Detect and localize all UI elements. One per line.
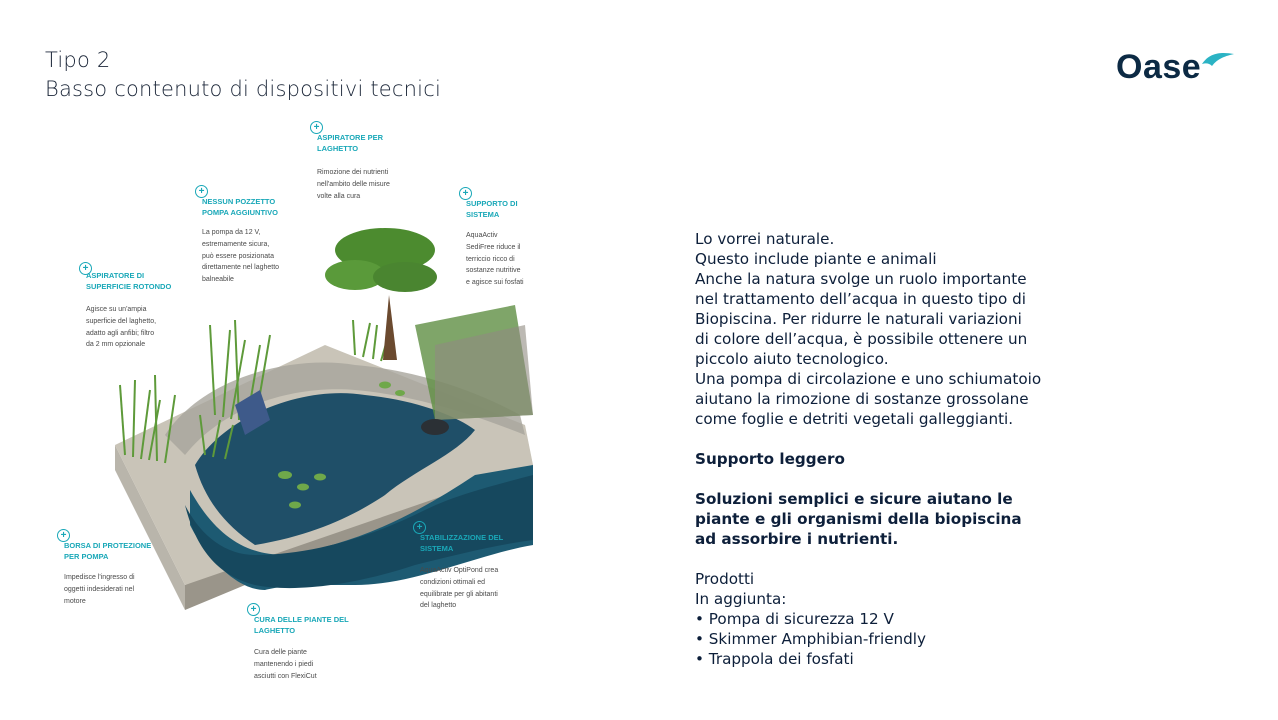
intro-line: come foglie e detriti vegetali galleggianti. — [695, 410, 1014, 428]
intro-line: aiutano la rimozione di sostanze grossolane — [695, 390, 1029, 408]
oase-logo — [1116, 46, 1236, 92]
plus-icon: + — [413, 521, 426, 534]
products-label: Prodotti — [695, 570, 755, 588]
plus-icon: + — [57, 529, 70, 542]
logo-text: Oase — [1116, 48, 1202, 86]
slide-title — [45, 46, 441, 104]
intro-line: Biopiscina. Per ridurre le naturali variazioni — [695, 310, 1022, 328]
product-item: • Trappola dei fosfati — [695, 650, 854, 668]
subheading: Supporto leggero — [695, 450, 845, 468]
bold-line: piante e gli organismi della biopiscina — [695, 510, 1022, 528]
plus-icon: + — [195, 185, 208, 198]
description-text — [695, 229, 1075, 669]
plus-icon: + — [310, 121, 323, 134]
title-line-1: Tipo 2 — [45, 48, 111, 72]
intro-line: Anche la natura svolge un ruolo importante — [695, 270, 1027, 288]
plus-icon: + — [247, 603, 260, 616]
title-line-2: Basso contenuto di dispositivi tecnici — [45, 77, 441, 101]
intro-line: Una pompa di circolazione e uno schiumatoio — [695, 370, 1042, 388]
intro-line: Lo vorrei naturale. — [695, 230, 835, 248]
intro-line: piccolo aiuto tecnologico. — [695, 350, 889, 368]
intro-line: nel trattamento dell’acqua in questo tipo di — [695, 290, 1026, 308]
bold-line: ad assorbire i nutrienti. — [695, 530, 899, 548]
plus-icon: + — [79, 262, 92, 275]
products-intro: In aggiunta: — [695, 590, 787, 608]
product-item: • Skimmer Amphibian-friendly — [695, 630, 927, 648]
product-item: • Pompa di sicurezza 12 V — [695, 610, 894, 628]
plus-icon: + — [459, 187, 472, 200]
pond-illustration: + ASPIRATORE PER LAGHETTO Rimozione dei nutrienti nell'ambito delle misure volte alla cura + NESSUN POZZETTO POMPA AGGIUNTIVO La pompa da 12 V, estremamente sicura, può essere posizionata direttamente nel laghetto balneabile + SUPPORTO DI SISTEMA AquaActiv SediFree riduce il terriccio ricco di sostanze nutritive e agisce sui fosfati + ASPIRATORE DI SUPERFICIE ROTONDO Agisce su un'ampia superficie del laghetto, adatto agli anfibi; filtro da 2 mm opzionale + BORSA DI PROTEZIONE PER POMPA Impedisce l'ingresso di oggetti indesiderati nel motore + STABILIZZAZIONE DEL SISTEMA AquaActiv OptiPond crea condizioni ottimali ed equilibrate per gli abitanti del laghetto + CURA DELLE PIANTE DEL LAGHETTO Cura delle piante mantenendo i piedi asciutti con FlexiCut — [55, 115, 565, 690]
logo-wave-icon — [1198, 48, 1238, 70]
intro-line: di colore dell’acqua, è possibile ottenere un — [695, 330, 1028, 348]
bold-line: Soluzioni semplici e sicure aiutano le — [695, 490, 1013, 508]
intro-line: Questo include piante e animali — [695, 250, 937, 268]
